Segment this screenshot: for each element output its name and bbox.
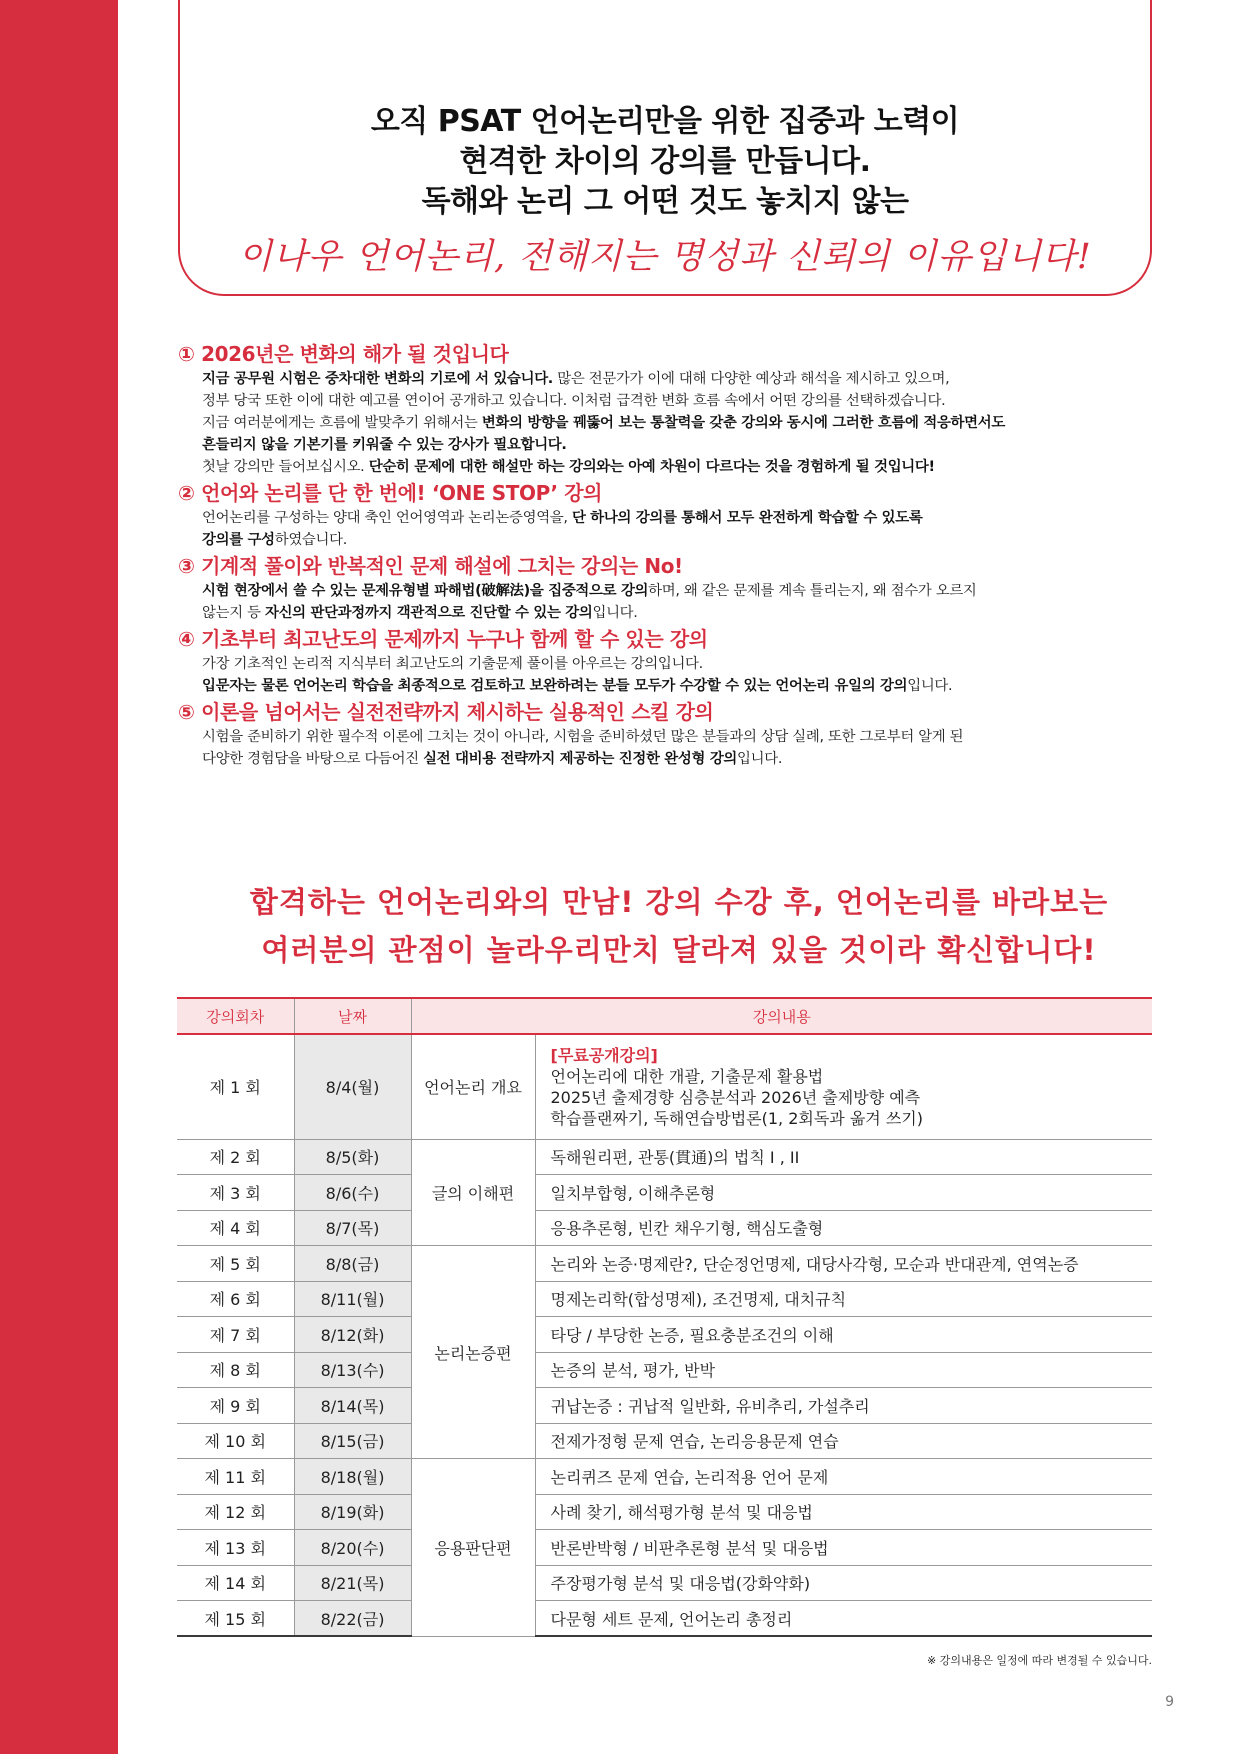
emphasis-text: 시험 현장에서 쓸 수 있는 문제유형별 파해법(破解法)을 집중적으로 강의: [202, 583, 649, 599]
content-cell: 일치부합형, 이해추론형: [535, 1175, 1152, 1211]
feature-line: [202, 726, 1118, 748]
emphasis-text: 실전 대비용 전략까지 제공하는 진정한 완성형 강의: [423, 751, 738, 767]
feature-line: [202, 675, 1118, 697]
feature-line: [202, 390, 1118, 412]
emphasis-text: 강의를 구성: [202, 532, 275, 548]
table-row: [177, 1246, 1152, 1282]
table-header-row: [177, 998, 1152, 1034]
feature-line: [202, 529, 1118, 551]
body-text: 입니다.: [907, 678, 953, 694]
unit-cell: 글의 이해편: [411, 1139, 535, 1246]
content-cell: 독해원리편, 관통(貫通)의 법칙 I , II: [535, 1139, 1152, 1175]
promo-line-2: 여러분의 관점이 놀라우리만치 달라져 있을 것이라 확신합니다!: [261, 933, 1097, 967]
content-cell: 귀납논증 : 귀납적 일반화, 유비추리, 가설추리: [535, 1388, 1152, 1424]
content-cell: 논증의 분석, 평가, 반박: [535, 1352, 1152, 1388]
session-cell: 제 5 회: [177, 1246, 294, 1282]
left-accent-bar: [0, 0, 118, 1754]
date-cell: 8/5(화): [294, 1139, 411, 1175]
content-cell: 논리퀴즈 문제 연습, 논리적용 언어 문제: [535, 1459, 1152, 1495]
table-row: [177, 1281, 1152, 1317]
feature-line: [202, 412, 1118, 434]
lecture-schedule-table: [177, 997, 1152, 1637]
table-row: [177, 1388, 1152, 1424]
date-cell: 8/6(수): [294, 1175, 411, 1211]
table-row: [177, 1139, 1152, 1175]
feature-item: [178, 553, 1118, 624]
body-text: 많은 전문가가 이에 대해 다양한 예상과 해석을 제시하고 있으며,: [552, 371, 950, 387]
table-row: [177, 1565, 1152, 1601]
date-cell: 8/8(금): [294, 1246, 411, 1282]
date-cell: 8/12(화): [294, 1317, 411, 1353]
content-line: 2025년 출제경향 심층분석과 2026년 출제방향 예측: [550, 1087, 921, 1107]
feature-title: ③ 기계적 풀이와 반복적인 문제 해설에 그치는 강의는 No!: [178, 554, 683, 578]
body-text: 않는지 등: [202, 605, 265, 621]
feature-line: [202, 580, 1118, 602]
content-line: 학습플랜짜기, 독해연습방법론(1, 2회독과 옮겨 쓰기): [550, 1108, 923, 1128]
feature-item: [178, 341, 1118, 478]
session-cell: 제 2 회: [177, 1139, 294, 1175]
unit-cell: 언어논리 개요: [411, 1034, 535, 1139]
hero-line-1: 오직 PSAT 언어논리만을 위한 집중과 노력이: [370, 104, 960, 139]
body-text: 다양한 경험담을 바탕으로 다듬어진: [202, 751, 424, 767]
body-text: 정부 당국 또한 이에 대한 예고를 연이어 공개하고 있습니다. 이처럼 급격한 변화 흐름 속에서 어떤 강의를 선택하겠습니다.: [202, 393, 946, 409]
date-cell: 8/20(수): [294, 1530, 411, 1566]
change-notice: ※ 강의내용은 일정에 따라 변경될 수 있습니다.: [927, 1654, 1152, 1667]
date-cell: 8/18(월): [294, 1459, 411, 1495]
feature-line: [202, 748, 1118, 770]
session-cell: 제 11 회: [177, 1459, 294, 1495]
content-cell: [535, 1034, 1152, 1139]
table-row: [177, 1423, 1152, 1459]
session-cell: 제 10 회: [177, 1423, 294, 1459]
table-row: [177, 1175, 1152, 1211]
feature-title: ④ 기초부터 최고난도의 문제까지 누구나 함께 할 수 있는 강의: [178, 627, 708, 651]
feature-body: [178, 653, 1118, 697]
session-cell: 제 15 회: [177, 1601, 294, 1637]
content-cell: 다문형 세트 문제, 언어논리 총정리: [535, 1601, 1152, 1637]
session-cell: 제 9 회: [177, 1388, 294, 1424]
feature-line: [202, 368, 1118, 390]
feature-line: [202, 602, 1118, 624]
content-cell: 전제가정형 문제 연습, 논리응용문제 연습: [535, 1423, 1152, 1459]
header-date: 날짜: [294, 998, 411, 1034]
session-cell: 제 1 회: [177, 1034, 294, 1139]
table-row: [177, 1210, 1152, 1246]
body-text: 지금 여러분에게는 흐름에 발맞추기 위해서는: [202, 415, 482, 431]
date-cell: 8/11(월): [294, 1281, 411, 1317]
feature-line: [202, 653, 1118, 675]
content-cell: 논리와 논증·명제란?, 단순정언명제, 대당사각형, 모순과 반대관계, 연역논증: [535, 1246, 1152, 1282]
session-cell: 제 4 회: [177, 1210, 294, 1246]
session-cell: 제 14 회: [177, 1565, 294, 1601]
feature-line: [202, 507, 1118, 529]
body-text: 시험을 준비하기 위한 필수적 이론에 그치는 것이 아니라, 시험을 준비하셨던 많은 분들과의 상담 실례, 또한 그로부터 알게 된: [202, 729, 964, 745]
feature-item: [178, 480, 1118, 551]
hero-text: [180, 102, 1150, 280]
hero-box: [178, 0, 1152, 296]
table-row: [177, 1494, 1152, 1530]
body-text: 하였습니다.: [274, 532, 348, 548]
table-row: [177, 1317, 1152, 1353]
feature-body: [178, 507, 1118, 551]
feature-body: [178, 580, 1118, 624]
body-text: 하며, 왜 같은 문제를 계속 틀리는지, 왜 점수가 오르지: [648, 583, 977, 599]
hero-line-3: 독해와 논리 그 어떤 것도 놓치지 않는: [421, 184, 909, 219]
session-cell: 제 7 회: [177, 1317, 294, 1353]
content-cell: 응용추론형, 빈칸 채우기형, 핵심도출형: [535, 1210, 1152, 1246]
body-text: 입니다.: [737, 751, 783, 767]
session-cell: 제 3 회: [177, 1175, 294, 1211]
date-cell: 8/22(금): [294, 1601, 411, 1637]
feature-list: [178, 341, 1118, 772]
date-cell: 8/15(금): [294, 1423, 411, 1459]
feature-item: [178, 699, 1118, 770]
date-cell: 8/4(월): [294, 1034, 411, 1139]
emphasis-text: 지금 공무원 시험은 중차대한 변화의 기로에 서 있습니다.: [202, 371, 553, 387]
free-lecture-tag: [무료공개강의]: [550, 1045, 658, 1065]
feature-line: [202, 434, 1118, 456]
content-line: 언어논리에 대한 개괄, 기출문제 활용법: [550, 1066, 824, 1086]
promo-line-1: 합격하는 언어논리와의 만남! 강의 수강 후, 언어논리를 바라보는: [249, 885, 1109, 919]
date-cell: 8/7(목): [294, 1210, 411, 1246]
hero-handwritten-tagline: 이나우 언어논리, 전해지는 명성과 신뢰의 이유입니다!: [238, 237, 1092, 277]
feature-line: [202, 456, 1118, 478]
content-cell: 타당 / 부당한 논증, 필요충분조건의 이해: [535, 1317, 1152, 1353]
page-number: 9: [1165, 1694, 1174, 1710]
emphasis-text: 입문자는 물론 언어논리 학습을 최종적으로 검토하고 보완하려는 분들 모두가 수강할 수 있는 언어논리 유일의 강의: [202, 678, 908, 694]
date-cell: 8/13(수): [294, 1352, 411, 1388]
promo-headline: [118, 878, 1240, 974]
emphasis-text: 변화의 방향을 꿰뚫어 보는 통찰력을 갖춘 강의와 동시에 그러한 흐름에 적응하면서도: [481, 415, 1005, 431]
feature-body: [178, 368, 1118, 478]
date-cell: 8/19(화): [294, 1494, 411, 1530]
feature-body: [178, 726, 1118, 770]
feature-title: ① 2026년은 변화의 해가 될 것입니다: [178, 342, 509, 366]
table-row: [177, 1352, 1152, 1388]
content-cell: 주장평가형 분석 및 대응법(강화약화): [535, 1565, 1152, 1601]
table-row: [177, 1034, 1152, 1139]
content-cell: 사례 찾기, 해석평가형 분석 및 대응법: [535, 1494, 1152, 1530]
emphasis-text: 단순히 문제에 대한 해설만 하는 강의와는 아예 차원이 다르다는 것을 경험하게 될 것입니다!: [368, 459, 935, 475]
emphasis-text: 단 하나의 강의를 통해서 모두 완전하게 학습할 수 있도록: [571, 510, 923, 526]
body-text: 가장 기초적인 논리적 지식부터 최고난도의 기출문제 풀이를 아우르는 강의입니다.: [202, 656, 703, 672]
body-text: 언어논리를 구성하는 양대 축인 언어영역과 논리논증영역을,: [202, 510, 572, 526]
unit-cell: 논리논증편: [411, 1246, 535, 1459]
date-cell: 8/14(목): [294, 1388, 411, 1424]
unit-cell: 응용판단편: [411, 1459, 535, 1637]
feature-title: ⑤ 이론을 넘어서는 실전전략까지 제시하는 실용적인 스킬 강의: [178, 700, 714, 724]
body-text: 입니다.: [592, 605, 638, 621]
session-cell: 제 8 회: [177, 1352, 294, 1388]
content-cell: 반론반박형 / 비판추론형 분석 및 대응법: [535, 1530, 1152, 1566]
table-row: [177, 1601, 1152, 1637]
session-cell: 제 6 회: [177, 1281, 294, 1317]
date-cell: 8/21(목): [294, 1565, 411, 1601]
header-content: 강의내용: [411, 998, 1152, 1034]
session-cell: 제 12 회: [177, 1494, 294, 1530]
feature-title: ② 언어와 논리를 단 한 번에! ‘ONE STOP’ 강의: [178, 481, 603, 505]
hero-line-2: 현격한 차이의 강의를 만듭니다.: [459, 144, 871, 179]
emphasis-text: 자신의 판단과정까지 객관적으로 진단할 수 있는 강의: [264, 605, 593, 621]
content-cell: 명제논리학(합성명제), 조건명제, 대치규칙: [535, 1281, 1152, 1317]
feature-item: [178, 626, 1118, 697]
header-session: 강의회차: [177, 998, 294, 1034]
body-text: 첫날 강의만 들어보십시오.: [202, 459, 369, 475]
emphasis-text: 흔들리지 않을 기본기를 키워줄 수 있는 강사가 필요합니다.: [202, 437, 567, 453]
table-row: [177, 1459, 1152, 1495]
session-cell: 제 13 회: [177, 1530, 294, 1566]
table-row: [177, 1530, 1152, 1566]
